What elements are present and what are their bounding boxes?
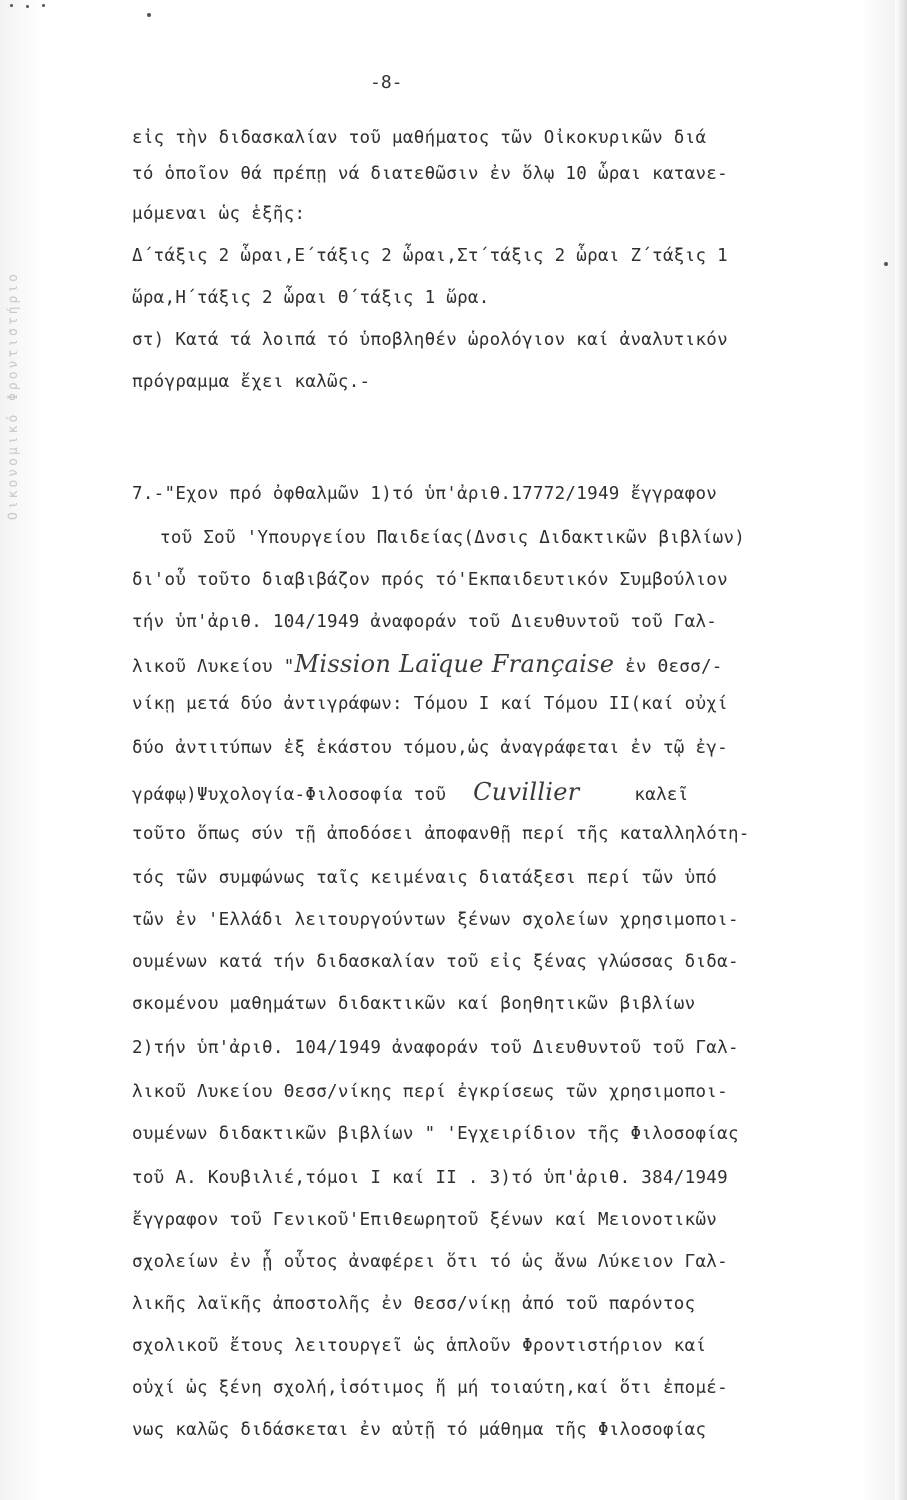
text-line: Δ΄τάξις 2 ὧραι,Ε΄τάξις 2 ὧραι,Στ΄τάξις 2 ὧραι Ζ΄τάξις 1	[132, 246, 728, 266]
text-line: εἰς τὴν διδασκαλίαν τοῦ μαθήματος τῶν Οἰκοκυρικῶν διά	[132, 128, 707, 148]
text-line: νίκῃ μετά δύο ἀντιγράφων: Τόμου Ι καί Τόμου ΙΙ(καί οὐχί	[132, 694, 728, 714]
left-margin-bleed	[2, 0, 28, 1500]
text-line: στ) Κατά τά λοιπά τό ὑποβληθέν ὡρολόγιον καί ἀναλυτικόν	[132, 330, 728, 350]
text-line: ουμένων κατά τήν διδασκαλίαν τοῦ εἰς ξένας γλώσσας διδα-	[132, 952, 739, 972]
ink-speck	[884, 262, 888, 266]
text-line: τοῦ Α. Κουβιλιέ,τόμοι Ι καί ΙΙ . 3)τό ὑπ'ἀριθ. 384/1949	[132, 1168, 728, 1188]
text-line: νως καλῶς διδάσκεται ἐν αὐτῇ τό μάθημα τῆς Φιλοσοφίας	[132, 1420, 707, 1440]
text-line: σχολείων ἐν ᾗ οὗτος ἀναφέρει ὅτι τό ὡς ἄνω Λύκειον Γαλ-	[132, 1252, 728, 1272]
text-line: τήν ὑπ'ἀριθ. 104/1949 ἀναφοράν τοῦ Διευθυντοῦ τοῦ Γαλ-	[132, 612, 718, 632]
ink-speck	[10, 4, 13, 7]
text-line: ἔγγραφον τοῦ Γενικοῦ'Επιθεωρητοῦ ξένων καί Μειονοτικῶν	[132, 1210, 718, 1230]
text-line: τό ὁποῖον θά πρέπῃ νά διατεθῶσιν ἐν ὅλῳ 10 ὧραι κατανε-	[132, 164, 728, 184]
text-line: δι'οὗ τοῦτο διαβιβάζον πρός τό'Εκπαιδευτικόν Συμβούλιον	[132, 570, 728, 590]
margin-bleed-text: Οικονομικό Φροντιστήριο	[6, 270, 21, 520]
line-end: ἐν Θεσσ/-	[614, 657, 723, 677]
text-line: οὐχί ὡς ξένη σχολή,ἰσότιμος ἤ μή τοιαύτη,καί ὅτι ἐπομέ-	[132, 1378, 728, 1398]
text-line: 2)τήν ὑπ'ἀριθ. 104/1949 ἀναφοράν τοῦ Διευθυντοῦ τοῦ Γαλ-	[132, 1038, 739, 1058]
text-line: ουμένων διδακτικῶν βιβλίων " 'Εγχειρίδιον τῆς Φιλοσοφίας	[132, 1124, 739, 1144]
handwritten-mission-name: Mission Laïque Française	[294, 650, 615, 678]
ink-speck	[147, 13, 151, 17]
text-line: δύο ἀντιτύπων ἐξ ἑκάστου τόμου,ὡς ἀναγράφεται ἐν τῷ ἐγ-	[132, 738, 728, 758]
text-line: πρόγραμμα ἔχει καλῶς.-	[132, 372, 371, 392]
text-line: μόμεναι ὡς ἑξῆς:	[132, 204, 306, 224]
text-line: τοῦ Σοῦ 'Υπουργείου Παιδείας(Δνσις Διδακτικῶν βιβλίων)	[160, 528, 746, 548]
handwritten-author-name: Cuvillier	[473, 778, 580, 806]
line-end: καλεῖ	[634, 785, 689, 805]
text-line: λικοῦ Λυκείου Θεσσ/νίκης περί ἐγκρίσεως τῶν χρησιμοποι-	[132, 1082, 728, 1102]
text-line: σκομένου μαθημάτων διδακτικῶν καί βοηθητικῶν βιβλίων	[132, 994, 696, 1014]
text-line: 7.-"Εχον πρό ὀφθαλμῶν 1)τό ὑπ'ἀριθ.17772/1949 ἔγγραφον	[132, 484, 718, 504]
text-line: λικῆς λαϊκῆς ἀποστολῆς ἐν Θεσσ/νίκῃ ἀπό τοῦ παρόντος	[132, 1294, 696, 1314]
text-line-with-signature	[132, 778, 689, 806]
text-line: τοῦτο ὅπως σύν τῇ ἀποδόσει ἀποφανθῇ περί τῆς καταλληλότη-	[132, 824, 750, 844]
text-line-with-signature	[132, 650, 723, 678]
text-line: σχολικοῦ ἔτους λειτουργεῖ ὡς ἁπλοῦν Φροντιστήριον καί	[132, 1336, 707, 1356]
text-line: ὥρα,Η΄τάξις 2 ὧραι Θ΄τάξις 1 ὥρα.	[132, 288, 490, 308]
page-number: -8-	[370, 72, 403, 93]
text-line: τῶν ἐν 'Ελλάδι λειτουργούντων ξένων σχολείων χρησιμοποι-	[132, 910, 739, 930]
text-line: τός τῶν συμφώνως ταῖς κειμέναις διατάξεσι περί τῶν ὑπό	[132, 868, 718, 888]
ink-speck	[26, 5, 29, 8]
line-start: γράφῳ)Ψυχολογία-Φιλοσοφία τοῦ	[132, 785, 447, 805]
ink-speck	[42, 4, 45, 7]
line-start: λικοῦ Λυκείου "	[132, 657, 295, 677]
page-edge-shadow	[895, 0, 907, 1500]
